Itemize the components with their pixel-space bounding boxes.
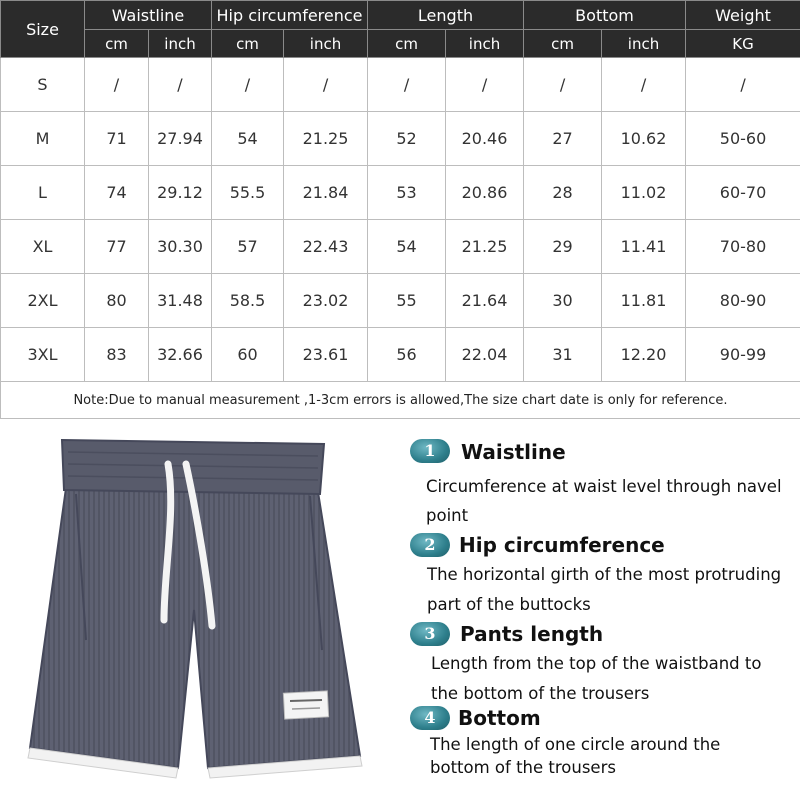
- table-cell: 83: [85, 328, 149, 382]
- legend-title: Bottom: [458, 706, 541, 730]
- table-cell: 29.12: [149, 166, 212, 220]
- table-cell: 50-60: [686, 112, 800, 166]
- legend-desc-line: point: [426, 506, 469, 525]
- group-header-bottom: Bottom: [524, 1, 686, 30]
- number-badge: 1: [410, 439, 450, 463]
- table-cell: 10.62: [602, 112, 686, 166]
- group-header-weight: Weight: [686, 1, 800, 30]
- table-cell: 80-90: [686, 274, 800, 328]
- table-row: [1, 328, 800, 382]
- table-cell: 27.94: [149, 112, 212, 166]
- table-cell: 31.48: [149, 274, 212, 328]
- table-cell: 80: [85, 274, 149, 328]
- table-cell: 12.20: [602, 328, 686, 382]
- legend-title: Waistline: [461, 440, 566, 464]
- group-header-length: Length: [368, 1, 524, 30]
- table-cell: /: [85, 58, 149, 112]
- size-cell: M: [1, 112, 85, 166]
- table-cell: 22.43: [284, 220, 368, 274]
- table-row: [1, 112, 800, 166]
- table-cell: 23.61: [284, 328, 368, 382]
- legend-desc-line: bottom of the trousers: [430, 758, 616, 777]
- size-cell: 3XL: [1, 328, 85, 382]
- shorts-illustration: [18, 430, 368, 790]
- header-row-units: [1, 30, 800, 58]
- table-cell: 77: [85, 220, 149, 274]
- legend-desc-line: Length from the top of the waistband to: [431, 654, 762, 673]
- size-cell: XL: [1, 220, 85, 274]
- table-cell: 55.5: [212, 166, 284, 220]
- table-cell: 30: [524, 274, 602, 328]
- table-cell: 56: [368, 328, 446, 382]
- table-cell: 55: [368, 274, 446, 328]
- table-cell: 20.46: [446, 112, 524, 166]
- table-cell: 11.81: [602, 274, 686, 328]
- table-cell: 60-70: [686, 166, 800, 220]
- table-cell: 54: [368, 220, 446, 274]
- legend-title: Hip circumference: [459, 533, 665, 557]
- table-cell: 53: [368, 166, 446, 220]
- table-cell: 74: [85, 166, 149, 220]
- table-cell: /: [446, 58, 524, 112]
- table-cell: 21.25: [284, 112, 368, 166]
- table-row: [1, 166, 800, 220]
- measurement-note: Note:Due to manual measurement ,1-3cm errors is allowed,The size chart date is only for reference.: [1, 382, 800, 419]
- table-cell: /: [686, 58, 800, 112]
- number-badge: 3: [410, 622, 450, 646]
- unit-header: KG: [686, 30, 800, 58]
- unit-header: inch: [602, 30, 686, 58]
- size-cell: 2XL: [1, 274, 85, 328]
- table-cell: 71: [85, 112, 149, 166]
- table-row: [1, 274, 800, 328]
- table-cell: 22.04: [446, 328, 524, 382]
- legend-desc-line: Circumference at waist level through navel: [426, 477, 782, 496]
- number-badge: 4: [410, 706, 450, 730]
- unit-header: cm: [212, 30, 284, 58]
- table-cell: 54: [212, 112, 284, 166]
- table-cell: /: [524, 58, 602, 112]
- note-row: [1, 382, 800, 419]
- table-cell: 30.30: [149, 220, 212, 274]
- legend-desc-line: The horizontal girth of the most protruding: [427, 565, 782, 584]
- table-cell: 20.86: [446, 166, 524, 220]
- size-header: Size: [1, 1, 85, 58]
- header-row-groups: [1, 1, 800, 30]
- table-cell: 11.02: [602, 166, 686, 220]
- table-cell: 21.25: [446, 220, 524, 274]
- table-cell: /: [368, 58, 446, 112]
- table-cell: 23.02: [284, 274, 368, 328]
- table-cell: 70-80: [686, 220, 800, 274]
- table-cell: 28: [524, 166, 602, 220]
- table-cell: 58.5: [212, 274, 284, 328]
- legend-desc-line: The length of one circle around the: [430, 735, 721, 754]
- table-cell: 90-99: [686, 328, 800, 382]
- legend-title: Pants length: [460, 622, 604, 646]
- table-cell: 29: [524, 220, 602, 274]
- table-cell: /: [602, 58, 686, 112]
- table-cell: 60: [212, 328, 284, 382]
- table-row: [1, 220, 800, 274]
- unit-header: inch: [149, 30, 212, 58]
- table-cell: 52: [368, 112, 446, 166]
- table-cell: 27: [524, 112, 602, 166]
- group-header-waistline: Waistline: [85, 1, 212, 30]
- table-cell: 11.41: [602, 220, 686, 274]
- unit-header: inch: [446, 30, 524, 58]
- unit-header: cm: [85, 30, 149, 58]
- table-cell: 32.66: [149, 328, 212, 382]
- size-cell: S: [1, 58, 85, 112]
- table-cell: /: [212, 58, 284, 112]
- table-cell: /: [284, 58, 368, 112]
- unit-header: cm: [368, 30, 446, 58]
- table-cell: /: [149, 58, 212, 112]
- legend-desc-line: part of the buttocks: [427, 595, 591, 614]
- table-cell: 31: [524, 328, 602, 382]
- unit-header: cm: [524, 30, 602, 58]
- table-cell: 21.84: [284, 166, 368, 220]
- table-cell: 57: [212, 220, 284, 274]
- table-row: [1, 58, 800, 112]
- legend-desc-line: the bottom of the trousers: [431, 684, 650, 703]
- number-badge: 2: [410, 533, 450, 557]
- table-cell: 21.64: [446, 274, 524, 328]
- unit-header: inch: [284, 30, 368, 58]
- group-header-hip: Hip circumference: [212, 1, 368, 30]
- size-cell: L: [1, 166, 85, 220]
